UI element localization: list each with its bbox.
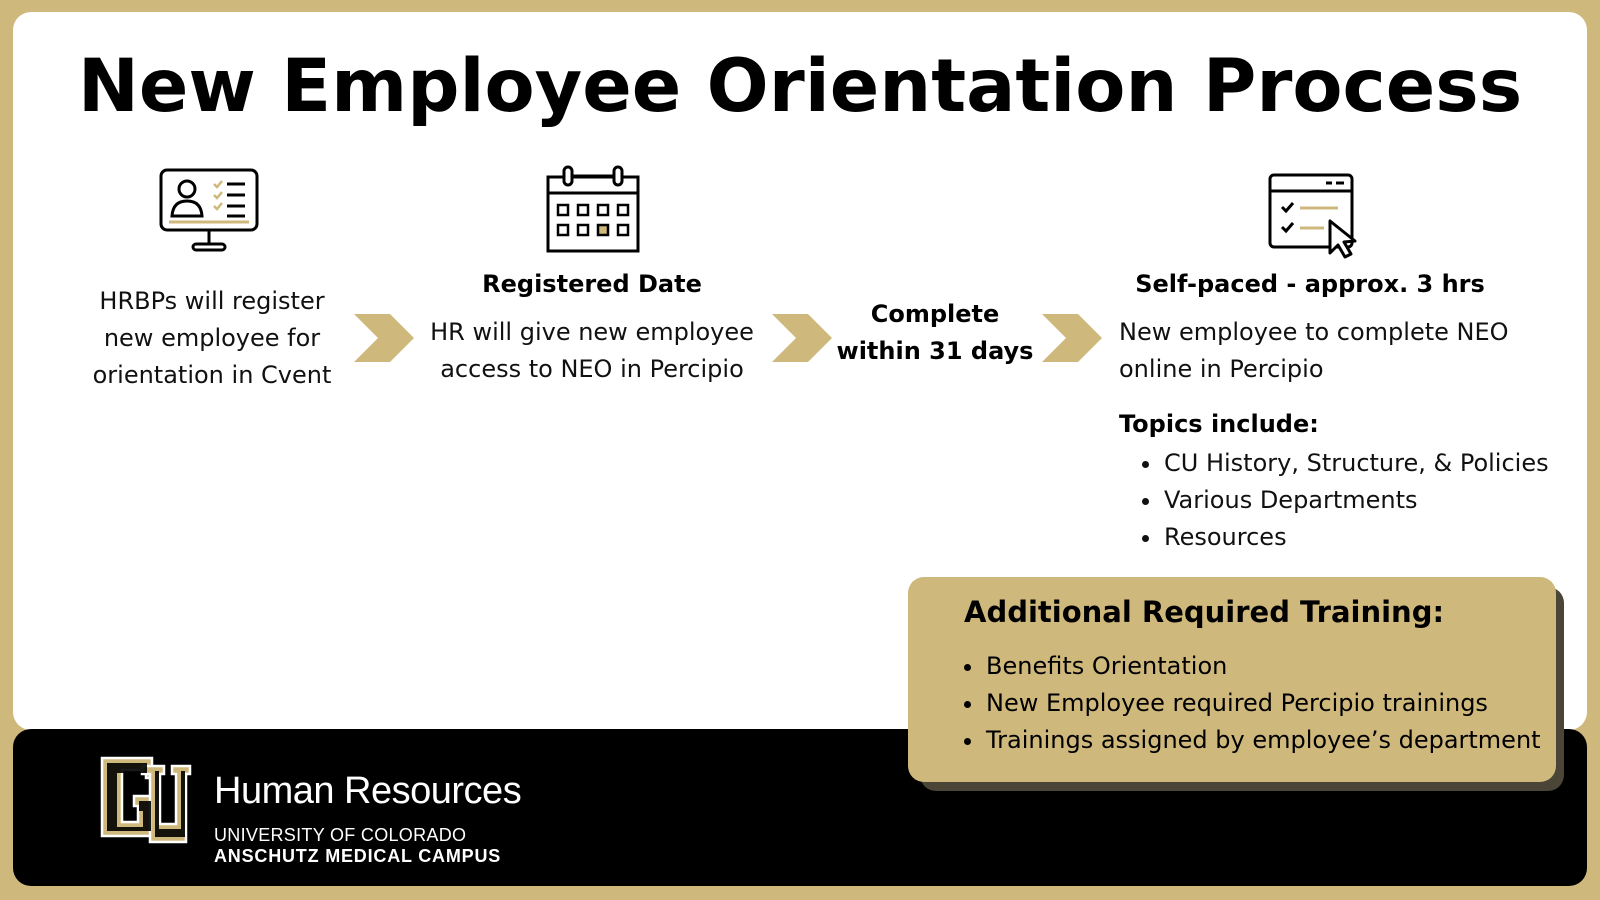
step-2-line-1: HR will give new employee (430, 318, 754, 346)
list-item: Resources (1138, 519, 1549, 556)
chevron-right-icon (354, 314, 414, 367)
page-title: New Employee Orientation Process (77, 44, 1523, 129)
list-item: Trainings assigned by employee’s department (960, 722, 1541, 759)
step-3-text (835, 296, 1035, 370)
step-3-line-2: within 31 days (836, 337, 1034, 365)
step-1-line-1: HRBPs will register (99, 287, 325, 315)
step-4-heading: Self-paced - approx. 3 hrs (1135, 270, 1485, 298)
list-item: Benefits Orientation (960, 648, 1541, 685)
cu-logo-icon (94, 752, 194, 853)
topics-list (1138, 445, 1549, 556)
list-item: New Employee required Percipio trainings (960, 685, 1541, 722)
campus-name: ANSCHUTZ MEDICAL CAMPUS (214, 846, 502, 866)
step-4-text (1119, 314, 1559, 388)
chevron-right-icon (1042, 314, 1102, 367)
additional-training-list (960, 648, 1541, 759)
step-4-line-1: New employee to complete NEO (1119, 318, 1509, 346)
department-name: Human Resources (214, 770, 522, 812)
topics-heading: Topics include: (1119, 410, 1319, 438)
list-item: CU History, Structure, & Policies (1138, 445, 1549, 482)
additional-training-box (908, 577, 1556, 782)
step-1-line-2: new employee for (103, 324, 321, 352)
step-3-line-1: Complete (870, 300, 1000, 328)
chevron-right-icon (772, 314, 832, 367)
step-2-line-2: access to NEO in Percipio (440, 355, 744, 383)
monitor-user-checklist-icon (159, 168, 259, 259)
step-2-text (422, 314, 762, 388)
step-4-line-2: online in Percipio (1119, 355, 1324, 383)
calendar-icon (546, 165, 640, 258)
university-name: UNIVERSITY OF COLORADO (214, 825, 467, 845)
online-checklist-cursor-icon (1268, 173, 1362, 264)
additional-training-heading: Additional Required Training: (964, 595, 1445, 629)
step-1-line-3: orientation in Cvent (92, 361, 332, 389)
step-2-heading: Registered Date (482, 270, 702, 298)
step-1-text (62, 283, 362, 394)
list-item: Various Departments (1138, 482, 1549, 519)
